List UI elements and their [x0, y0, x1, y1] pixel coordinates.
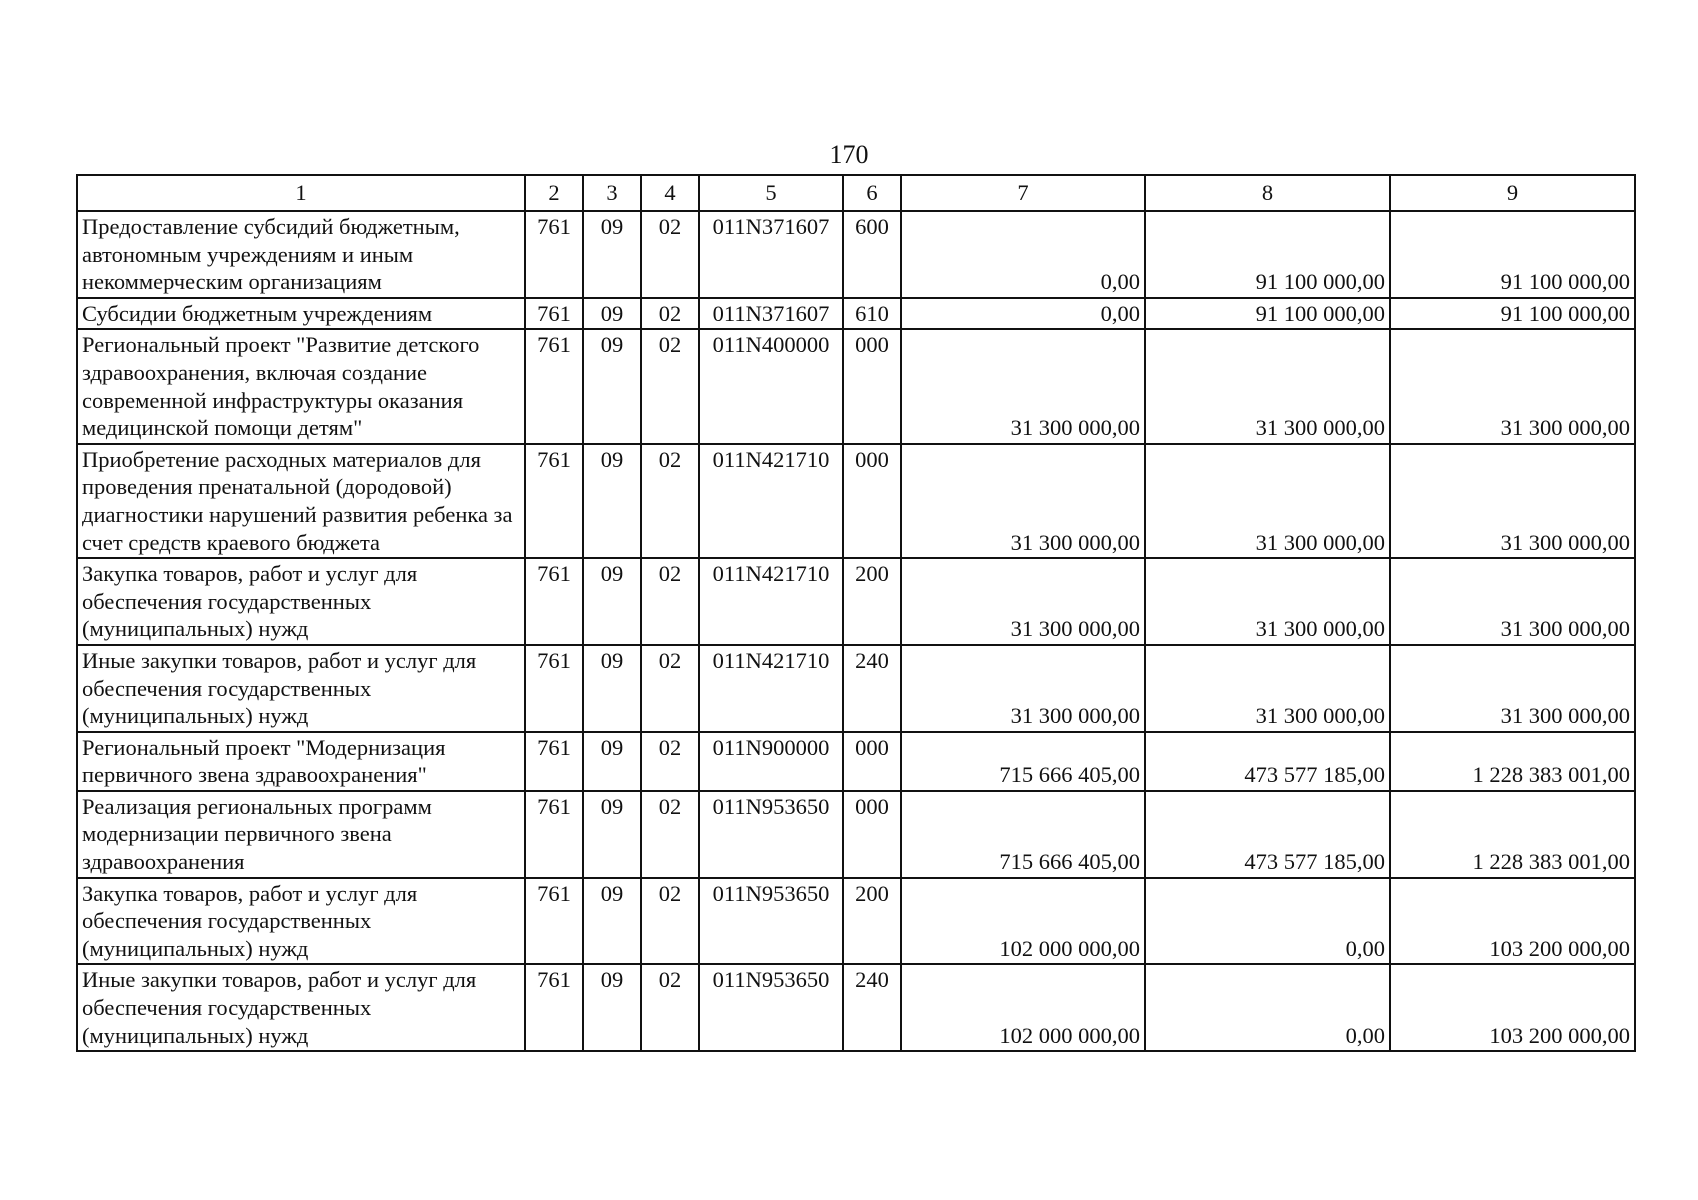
row-amount-col8: 91 100 000,00 [1145, 211, 1390, 298]
table-row [77, 878, 1635, 965]
row-amount-col8: 31 300 000,00 [1145, 558, 1390, 645]
row-expense-type: 000 [843, 444, 901, 558]
row-ministry-code: 761 [525, 645, 583, 732]
row-amount-col8: 0,00 [1145, 878, 1390, 965]
row-name: Закупка товаров, работ и услуг для обеспечения государственных (муниципальных) нужд [77, 558, 525, 645]
row-target-article: 011N900000 [699, 732, 843, 791]
row-subsection-code: 02 [641, 791, 699, 878]
header-cell-4: 4 [641, 175, 699, 211]
row-ministry-code: 761 [525, 444, 583, 558]
row-name: Иные закупки товаров, работ и услуг для обеспечения государственных (муниципальных) нужд [77, 964, 525, 1051]
row-amount-col9: 31 300 000,00 [1390, 645, 1635, 732]
row-amount-col7: 715 666 405,00 [901, 732, 1145, 791]
row-ministry-code: 761 [525, 211, 583, 298]
row-amount-col9: 31 300 000,00 [1390, 444, 1635, 558]
row-name: Иные закупки товаров, работ и услуг для обеспечения государственных (муниципальных) нужд [77, 645, 525, 732]
table-row [77, 329, 1635, 443]
table-row [77, 211, 1635, 298]
table-row [77, 964, 1635, 1051]
header-cell-2: 2 [525, 175, 583, 211]
row-section-code: 09 [583, 878, 641, 965]
table-row [77, 558, 1635, 645]
row-target-article: 011N371607 [699, 211, 843, 298]
row-subsection-code: 02 [641, 298, 699, 330]
row-amount-col7: 31 300 000,00 [901, 645, 1145, 732]
table-row [77, 298, 1635, 330]
row-subsection-code: 02 [641, 211, 699, 298]
row-section-code: 09 [583, 329, 641, 443]
row-amount-col8: 31 300 000,00 [1145, 329, 1390, 443]
header-cell-8: 8 [1145, 175, 1390, 211]
table-row [77, 732, 1635, 791]
row-target-article: 011N400000 [699, 329, 843, 443]
row-ministry-code: 761 [525, 558, 583, 645]
row-section-code: 09 [583, 732, 641, 791]
row-amount-col9: 103 200 000,00 [1390, 878, 1635, 965]
row-name: Субсидии бюджетным учреждениям [77, 298, 525, 330]
row-target-article: 011N371607 [699, 298, 843, 330]
row-name: Реализация региональных программ модернизации первичного звена здравоохранения [77, 791, 525, 878]
row-section-code: 09 [583, 298, 641, 330]
row-amount-col8: 473 577 185,00 [1145, 791, 1390, 878]
row-target-article: 011N421710 [699, 558, 843, 645]
row-amount-col9: 91 100 000,00 [1390, 211, 1635, 298]
row-amount-col7: 102 000 000,00 [901, 964, 1145, 1051]
header-cell-7: 7 [901, 175, 1145, 211]
table-row [77, 444, 1635, 558]
row-subsection-code: 02 [641, 444, 699, 558]
row-ministry-code: 761 [525, 791, 583, 878]
row-expense-type: 610 [843, 298, 901, 330]
row-expense-type: 000 [843, 329, 901, 443]
header-cell-6: 6 [843, 175, 901, 211]
row-name: Приобретение расходных материалов для проведения пренатальной (дородовой) диагностики нарушений развития ребенка за счет средств краевого бюджета [77, 444, 525, 558]
budget-table [76, 174, 1636, 1052]
row-amount-col7: 31 300 000,00 [901, 558, 1145, 645]
row-ministry-code: 761 [525, 964, 583, 1051]
row-name: Предоставление субсидий бюджетным, автономным учреждениям и иным некоммерческим организациям [77, 211, 525, 298]
header-cell-1: 1 [77, 175, 525, 211]
row-target-article: 011N953650 [699, 791, 843, 878]
row-subsection-code: 02 [641, 964, 699, 1051]
row-amount-col9: 31 300 000,00 [1390, 558, 1635, 645]
row-name: Региональный проект "Модернизация первичного звена здравоохранения" [77, 732, 525, 791]
row-expense-type: 600 [843, 211, 901, 298]
row-amount-col9: 31 300 000,00 [1390, 329, 1635, 443]
header-cell-9: 9 [1390, 175, 1635, 211]
row-amount-col8: 0,00 [1145, 964, 1390, 1051]
row-section-code: 09 [583, 211, 641, 298]
row-target-article: 011N421710 [699, 645, 843, 732]
header-cell-3: 3 [583, 175, 641, 211]
row-amount-col8: 31 300 000,00 [1145, 645, 1390, 732]
row-expense-type: 200 [843, 558, 901, 645]
row-amount-col7: 102 000 000,00 [901, 878, 1145, 965]
row-name: Закупка товаров, работ и услуг для обеспечения государственных (муниципальных) нужд [77, 878, 525, 965]
row-ministry-code: 761 [525, 329, 583, 443]
row-amount-col7: 31 300 000,00 [901, 329, 1145, 443]
row-amount-col9: 91 100 000,00 [1390, 298, 1635, 330]
row-subsection-code: 02 [641, 732, 699, 791]
header-cell-5: 5 [699, 175, 843, 211]
row-section-code: 09 [583, 558, 641, 645]
table-row [77, 645, 1635, 732]
row-amount-col8: 91 100 000,00 [1145, 298, 1390, 330]
table-row [77, 791, 1635, 878]
page-number: 170 [829, 140, 869, 169]
row-target-article: 011N953650 [699, 964, 843, 1051]
row-section-code: 09 [583, 791, 641, 878]
row-ministry-code: 761 [525, 878, 583, 965]
row-ministry-code: 761 [525, 298, 583, 330]
table-header-row [77, 175, 1635, 211]
row-subsection-code: 02 [641, 645, 699, 732]
row-target-article: 011N421710 [699, 444, 843, 558]
row-subsection-code: 02 [641, 329, 699, 443]
row-amount-col7: 0,00 [901, 298, 1145, 330]
row-amount-col8: 31 300 000,00 [1145, 444, 1390, 558]
row-section-code: 09 [583, 444, 641, 558]
row-expense-type: 240 [843, 645, 901, 732]
row-amount-col7: 31 300 000,00 [901, 444, 1145, 558]
row-amount-col7: 715 666 405,00 [901, 791, 1145, 878]
row-amount-col9: 1 228 383 001,00 [1390, 791, 1635, 878]
row-amount-col7: 0,00 [901, 211, 1145, 298]
row-amount-col9: 103 200 000,00 [1390, 964, 1635, 1051]
row-expense-type: 200 [843, 878, 901, 965]
row-subsection-code: 02 [641, 878, 699, 965]
row-name: Региональный проект "Развитие детского здравоохранения, включая создание современной инфраструктуры оказания медицинской помощи детям" [77, 329, 525, 443]
row-expense-type: 240 [843, 964, 901, 1051]
row-ministry-code: 761 [525, 732, 583, 791]
row-expense-type: 000 [843, 791, 901, 878]
row-target-article: 011N953650 [699, 878, 843, 965]
row-expense-type: 000 [843, 732, 901, 791]
row-section-code: 09 [583, 645, 641, 732]
row-subsection-code: 02 [641, 558, 699, 645]
row-section-code: 09 [583, 964, 641, 1051]
row-amount-col8: 473 577 185,00 [1145, 732, 1390, 791]
row-amount-col9: 1 228 383 001,00 [1390, 732, 1635, 791]
